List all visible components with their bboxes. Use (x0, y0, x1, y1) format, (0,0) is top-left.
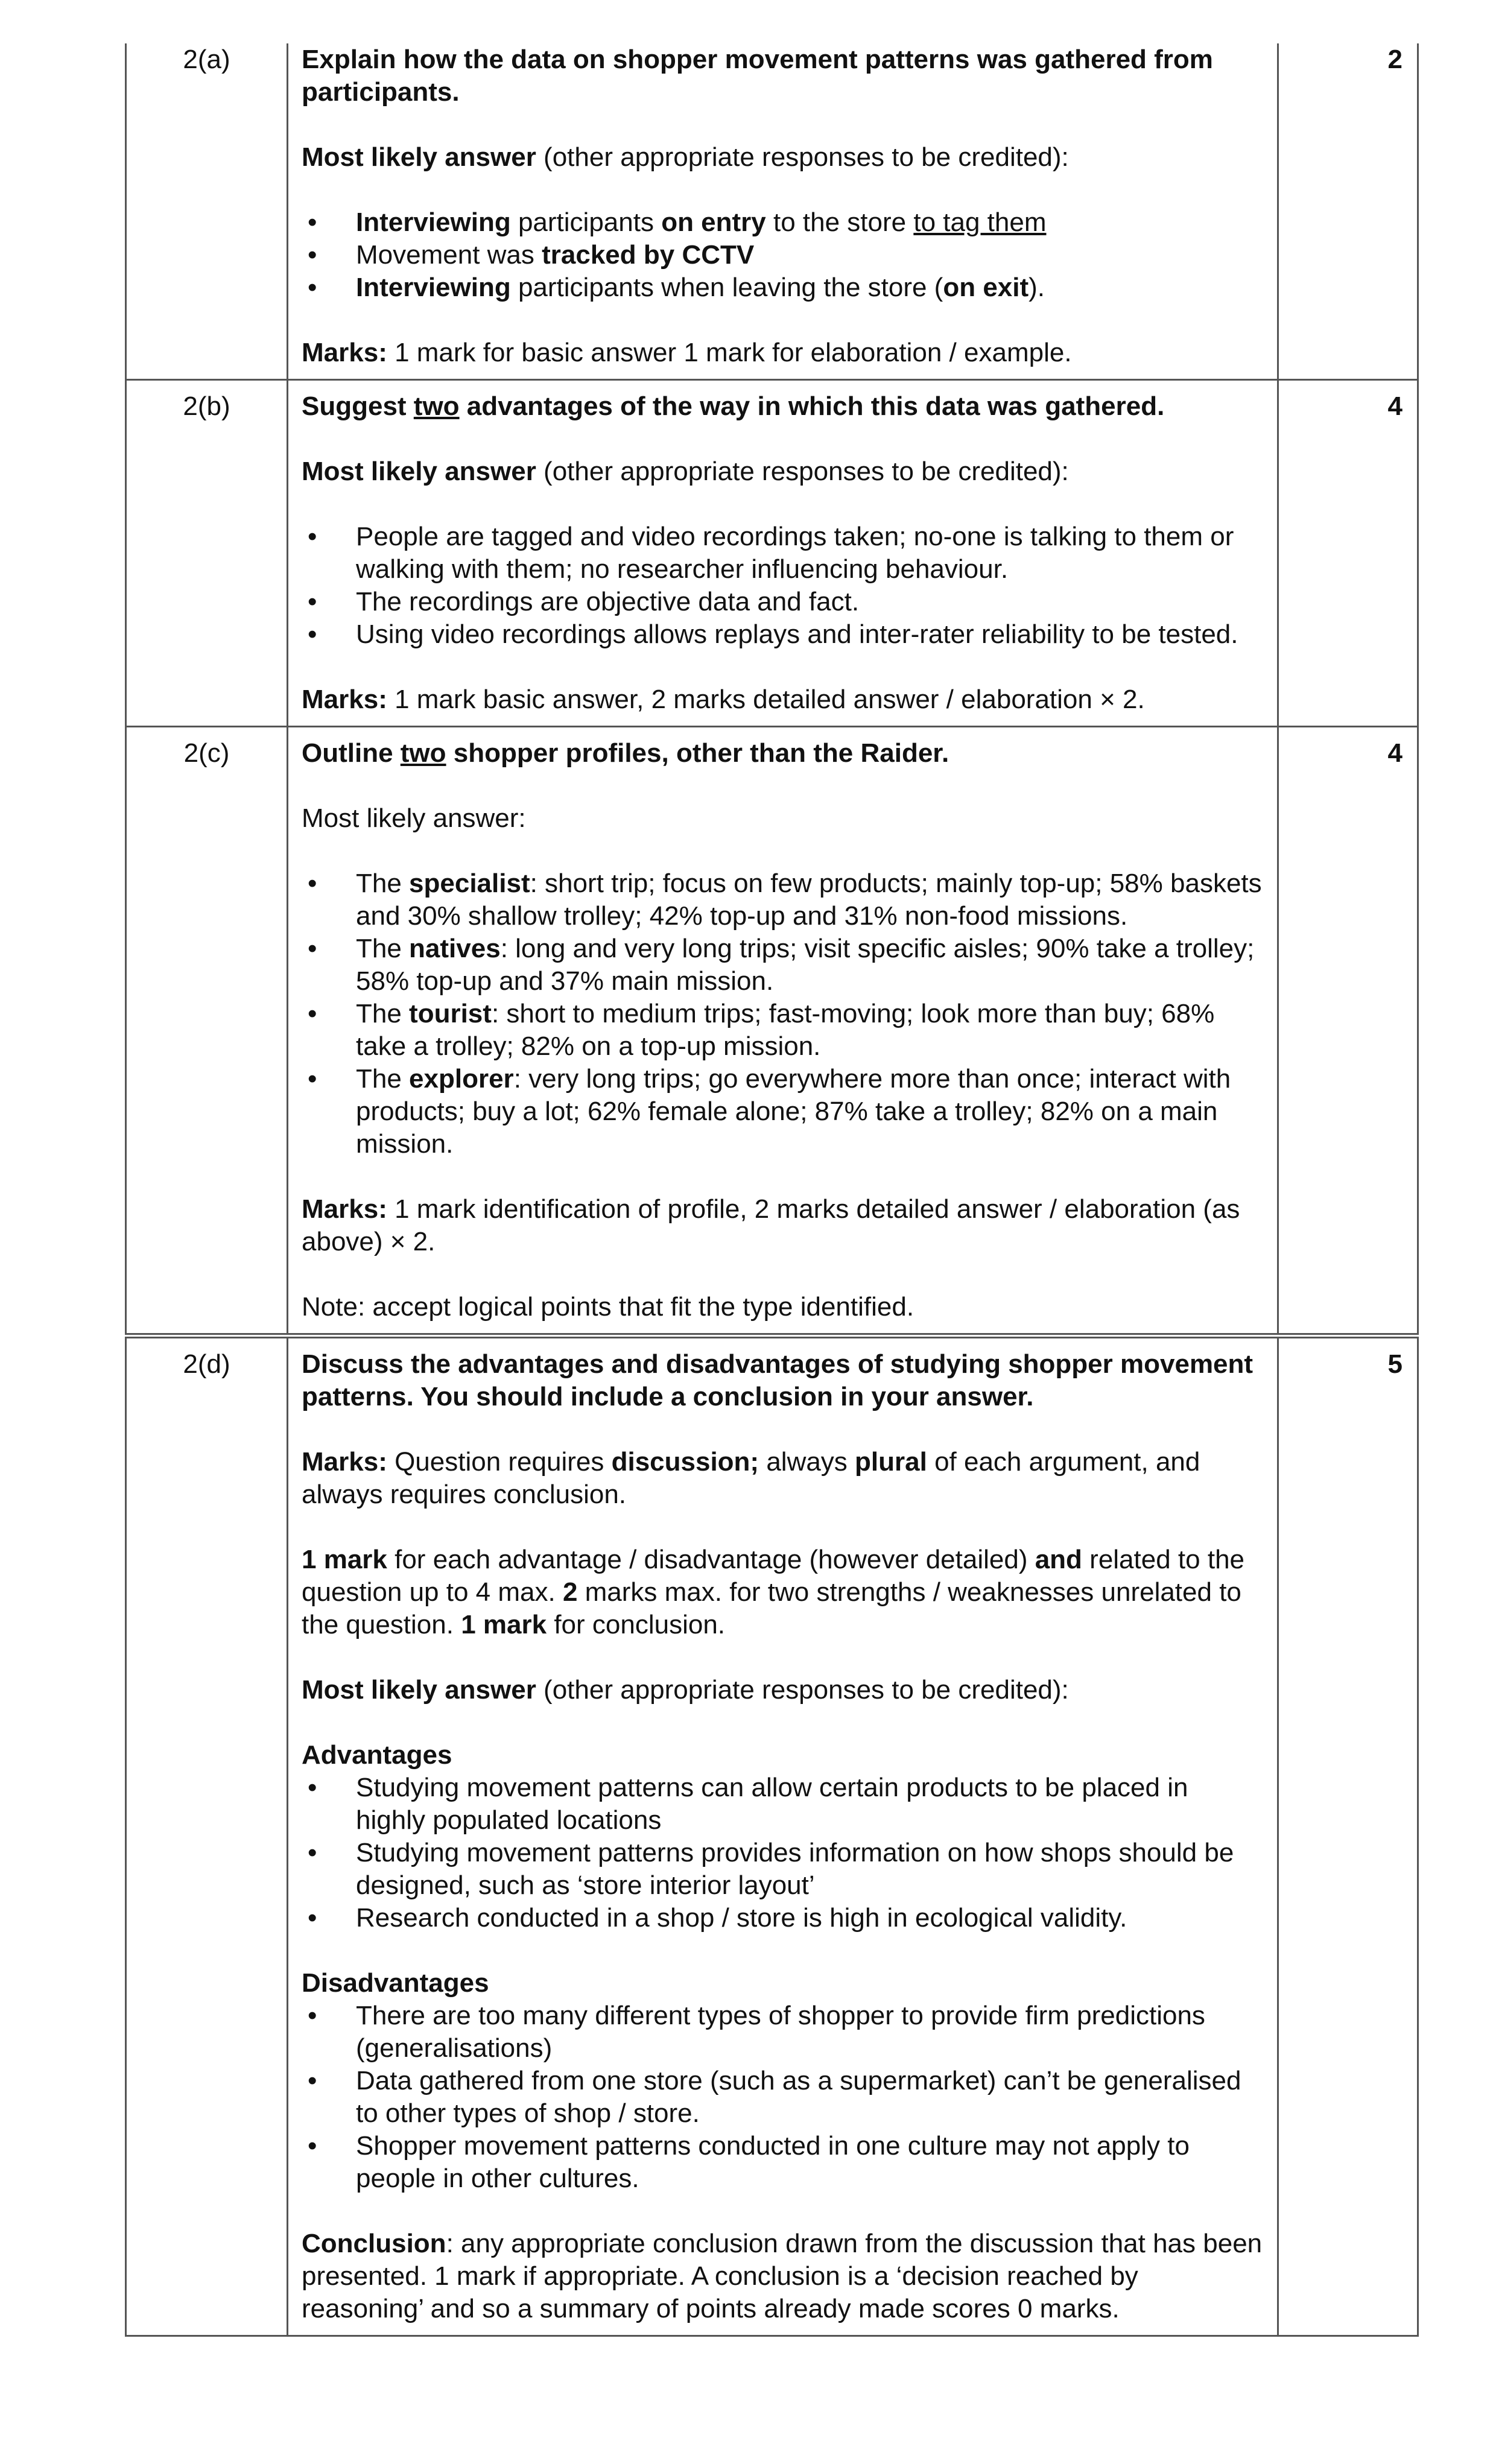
most-likely-answer: Most likely answer (other appropriate responses to be credited): (302, 457, 1069, 486)
table-row (126, 43, 1418, 380)
marks-allocation: 1 mark for each advantage / disadvantage (however detailed) and related to the question up to 4 max. 2 marks max. for two strengths / weaknesses unrelated to the question. 1 mark for conclusion. (302, 1545, 1245, 1639)
list-item: • Data gathered from one store (such as a supermarket) can’t be generalised to other types of shop / store. (302, 2065, 1264, 2130)
note: Note: accept logical points that fit the type identified. (302, 1292, 914, 1322)
list-item: • There are too many different types of shopper to provide firm predictions (generalisations) (302, 2000, 1264, 2065)
question-number (126, 727, 288, 1336)
table-row (126, 727, 1418, 1336)
mark-scheme-table (125, 43, 1419, 2337)
question-prompt: Discuss the advantages and disadvantages of studying shopper movement patterns. You should include a conclusion in your answer. (302, 1349, 1254, 1411)
list-item: • The recordings are objective data and fact. (302, 586, 1264, 618)
marks-cell (1278, 43, 1418, 380)
list-item: • The specialist: short trip; focus on few products; mainly top-up; 58% baskets and 30% shallow trolley; 42% top-up and 31% non-food missions. (302, 867, 1264, 933)
question-prompt: Suggest two advantages of the way in which this data was gathered. (302, 391, 1165, 421)
question-prompt: Explain how the data on shopper movement patterns was gathered from participants. (302, 45, 1213, 107)
list-item: • Interviewing participants on entry to the store to tag them (302, 206, 1264, 239)
advantages-heading: Advantages (302, 1740, 452, 1770)
table-row (126, 1336, 1418, 2336)
list-item: • The tourist: short to medium trips; fast-moving; look more than buy; 68% take a trolley; 82% on a top-up mission. (302, 998, 1264, 1063)
answer-list (302, 206, 1264, 304)
question-number (126, 1336, 288, 2336)
advantages-list (302, 1772, 1264, 1934)
marks-value: 5 (1387, 1349, 1402, 1379)
marks-cell (1278, 380, 1418, 727)
marks-value: 4 (1387, 391, 1402, 421)
marks-cell (1278, 1336, 1418, 2336)
list-item: • The natives: long and very long trips; visit specific aisles; 90% take a trolley; 58% top-up and 37% main mission. (302, 933, 1264, 998)
list-item: • The explorer: very long trips; go everywhere more than once; interact with products; buy a lot; 62% female alone; 87% take a trolley; 82% on a main mission. (302, 1063, 1264, 1161)
list-item: • Studying movement patterns provides information on how shops should be designed, such as ‘store interior layout’ (302, 1837, 1264, 1902)
marks-requirements: Marks: Question requires discussion; always plural of each argument, and always requires conclusion. (302, 1447, 1200, 1509)
question-number-text: 2(d) (183, 1349, 230, 1379)
marks-guidance: Marks: 1 mark identification of profile, 2 marks detailed answer / elaboration (as above) × 2. (302, 1194, 1240, 1256)
question-number-text: 2(a) (183, 45, 230, 74)
list-item: • Research conducted in a shop / store is high in ecological validity. (302, 1902, 1264, 1934)
disadvantages-heading: Disadvantages (302, 1968, 489, 1998)
question-number-text: 2(b) (183, 391, 230, 421)
marks-value: 2 (1387, 45, 1402, 74)
disadvantages-list (302, 2000, 1264, 2195)
list-item: • Shopper movement patterns conducted in one culture may not apply to people in other cultures. (302, 2130, 1264, 2195)
question-number (126, 43, 288, 380)
marks-guidance: Marks: 1 mark basic answer, 2 marks detailed answer / elaboration × 2. (302, 685, 1145, 714)
question-prompt: Outline two shopper profiles, other than the Raider. (302, 738, 949, 768)
most-likely-answer: Most likely answer: (302, 803, 526, 833)
question-number (126, 380, 288, 727)
mark-scheme (125, 43, 1402, 2337)
list-item: • People are tagged and video recordings taken; no-one is talking to them or walking with them; no researcher influencing behaviour. (302, 521, 1264, 586)
question-number-text: 2(c) (183, 738, 230, 768)
answer-cell (288, 43, 1278, 380)
list-item: • Studying movement patterns can allow certain products to be placed in highly populated locations (302, 1772, 1264, 1837)
marks-value: 4 (1387, 738, 1402, 768)
list-item: • Movement was tracked by CCTV (302, 239, 1264, 271)
marks-cell (1278, 727, 1418, 1336)
table-row (126, 380, 1418, 727)
list-item: • Using video recordings allows replays and inter-rater reliability to be tested. (302, 618, 1264, 651)
most-likely-answer: Most likely answer (other appropriate responses to be credited): (302, 1675, 1069, 1705)
answer-cell (288, 1336, 1278, 2336)
answer-cell (288, 380, 1278, 727)
most-likely-answer: Most likely answer (other appropriate responses to be credited): (302, 142, 1069, 172)
answer-cell (288, 727, 1278, 1336)
answer-list (302, 867, 1264, 1161)
list-item: • Interviewing participants when leaving the store (on exit). (302, 271, 1264, 304)
marks-guidance: Marks: 1 mark for basic answer 1 mark for elaboration / example. (302, 338, 1072, 367)
conclusion-guidance: Conclusion: any appropriate conclusion drawn from the discussion that has been presented. 1 mark if appropriate. A conclusion is a ‘decision reached by reasoning’ and so a summary of points already made scores 0 marks. (302, 2229, 1263, 2323)
answer-list (302, 521, 1264, 651)
